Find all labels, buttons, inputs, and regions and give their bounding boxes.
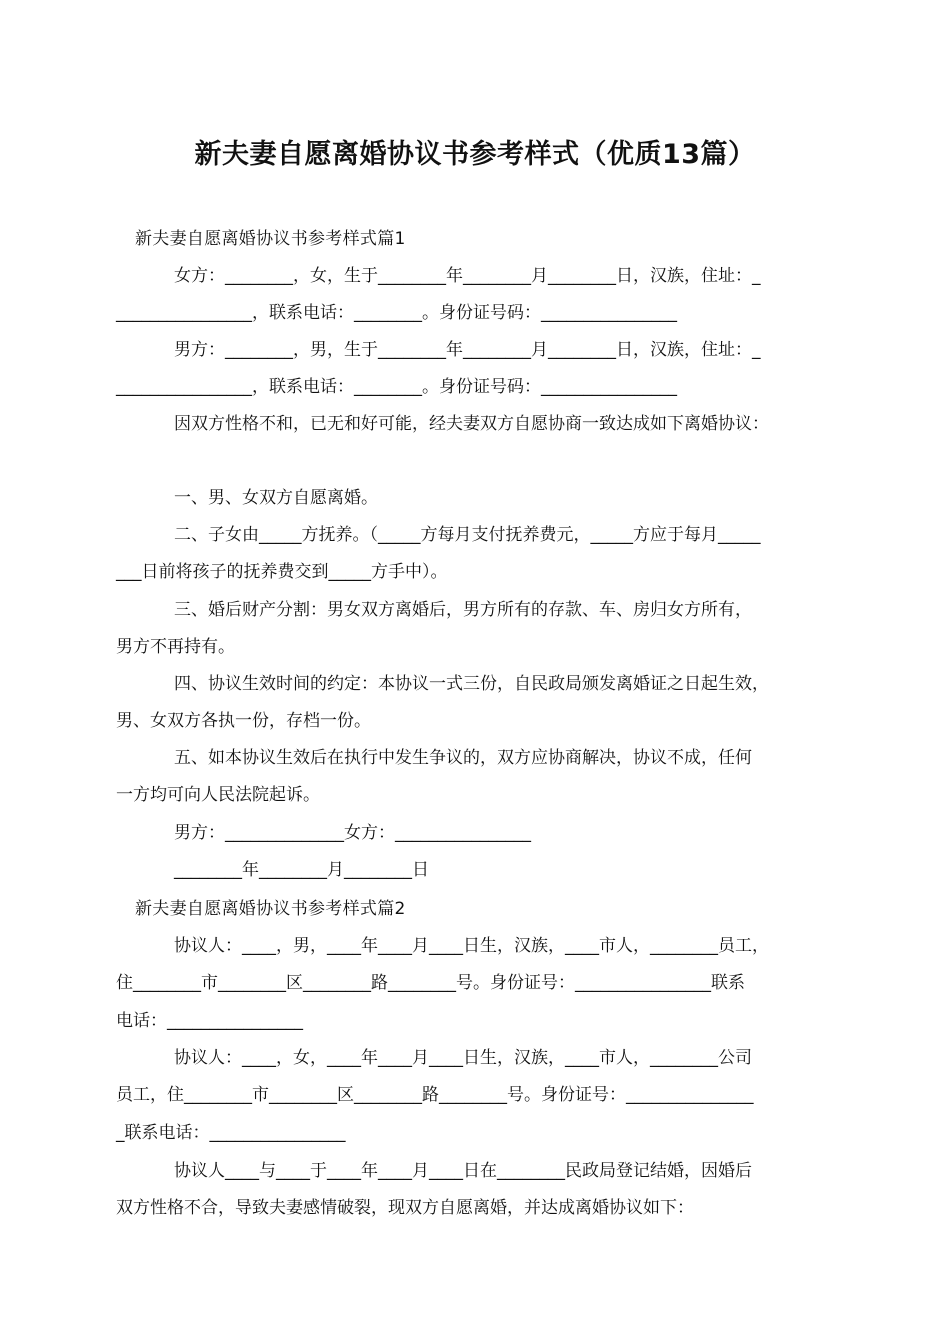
paragraph-line: 女方：________，女，生于________年________月________日，汉族，住址：_ [174,266,761,286]
section-heading-1: 新夫妻自愿离婚协议书参考样式篇1 [135,229,406,249]
date-line: ________年________月________日 [174,860,429,880]
document-title: 新夫妻自愿离婚协议书参考样式（优质13篇） [194,139,756,170]
paragraph-line: 住________市________区________路________号。身份证号：________________联系 [116,973,745,993]
paragraph-line: _联系电话：________________ [116,1123,346,1143]
paragraph-line: ________________，联系电话：________。身份证号码：________________ [116,377,677,397]
clause-line: 男、女双方各执一份，存档一份。 [116,711,371,731]
paragraph-line: 协议人____与____于____年____月____日在________民政局登记结婚，因婚后 [174,1161,752,1181]
clause-line: 一方均可向人民法院起诉。 [116,785,320,805]
clause-line: 四、协议生效时间的约定：本协议一式三份，自民政局颁发离婚证之日起生效， [174,674,769,694]
paragraph-line: 协议人：____，男，____年____月____日生，汉族，____市人，________员工， [174,936,769,956]
clause-line: 三、婚后财产分割：男女双方离婚后，男方所有的存款、车、房归女方所有， [174,600,752,620]
paragraph-line: 双方性格不合，导致夫妻感情破裂，现双方自愿离婚，并达成离婚协议如下： [116,1198,694,1218]
paragraph-line: 电话：________________ [116,1011,303,1031]
paragraph-line: 因双方性格不和，已无和好可能，经夫妻双方自愿协商一致达成如下离婚协议： [174,414,769,434]
clause-line: 一、男、女双方自愿离婚。 [174,488,378,508]
clause-line: ___日前将孩子的抚养费交到_____方手中）。 [116,562,448,582]
paragraph-line: 协议人：____，女，____年____月____日生，汉族，____市人，________公司 [174,1048,752,1068]
clause-line: 男方不再持有。 [116,637,235,657]
clause-line: 二、子女由_____方抚养。（_____方每月支付抚养费元，_____方应于每月_____ [174,525,761,545]
paragraph-line: 男方：________，男，生于________年________月________日，汉族，住址：_ [174,340,761,360]
section-heading-2: 新夫妻自愿离婚协议书参考样式篇2 [135,899,406,919]
paragraph-line: 员工，住________市________区________路________号。身份证号：_______________ [116,1085,754,1105]
paragraph-line: ________________，联系电话：________。身份证号码：________________ [116,303,677,323]
signature-line: 男方：______________女方：________________ [174,823,531,843]
clause-line: 五、如本协议生效后在执行中发生争议的，双方应协商解决，协议不成，任何 [174,748,752,768]
